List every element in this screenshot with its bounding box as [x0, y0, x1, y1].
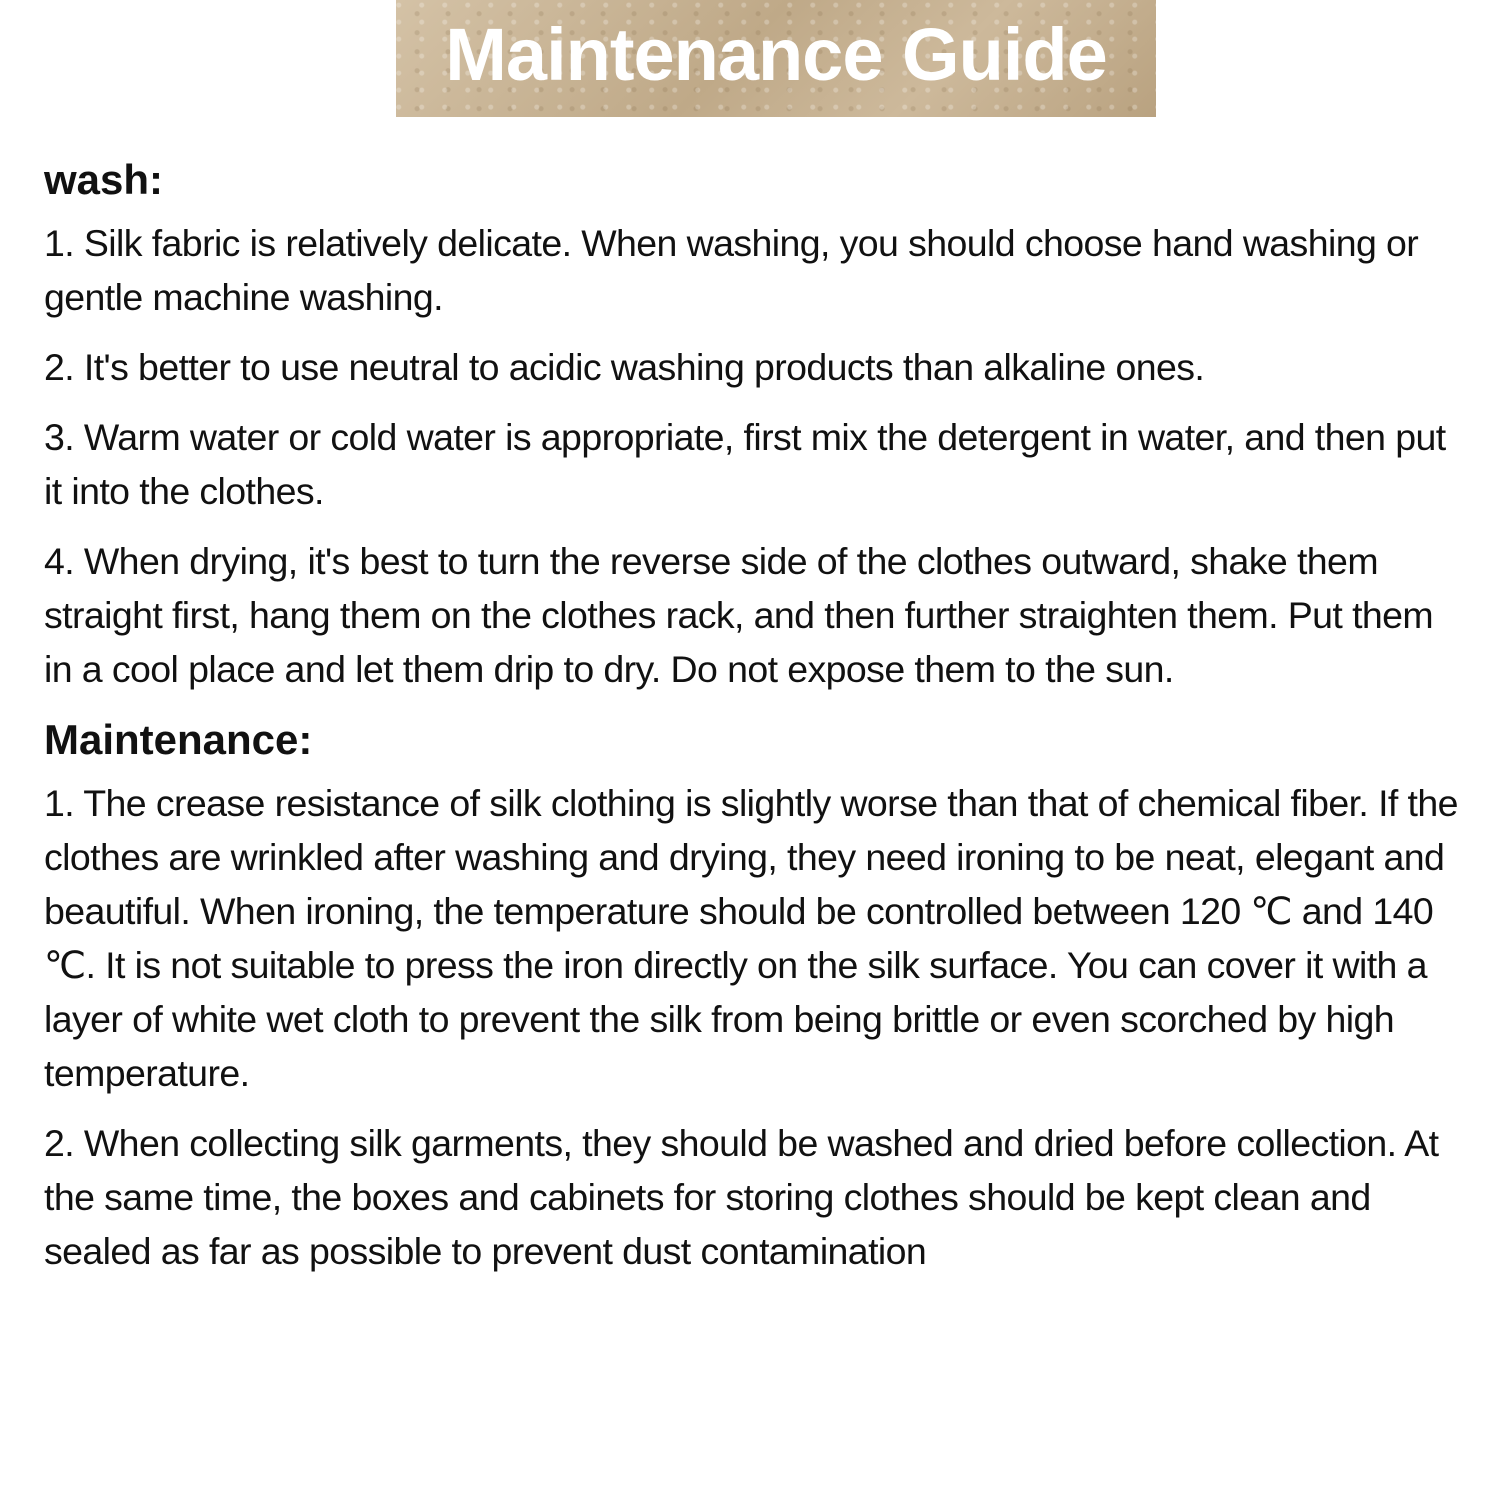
maintenance-heading: Maintenance:	[44, 716, 313, 763]
page-title: Maintenance Guide	[445, 12, 1107, 96]
maintenance-item-2: 2. When collecting silk garments, they should be washed and dried before collection. At the same time, the boxes and cabinets for storing clothes should be kept clean and sealed as far as possible to prevent dust contamination	[44, 1122, 1439, 1272]
wash-item-4: 4. When drying, it's best to turn the reverse side of the clothes outward, shake them straight first, hang them on the clothes rack, and then further straighten them. Put them in a cool place and let them drip to dry. Do not expose them to the sun.	[44, 540, 1434, 690]
guide-content	[44, 152, 1464, 1294]
maintenance-item-1: 1. The crease resistance of silk clothing is slightly worse than that of chemical fiber. If the clothes are wrinkled after washing and drying, they need ironing to be neat, elegant and beautiful. When ironing, the temperature should be controlled between 120 ℃ and 140 ℃. It is not suitable to press the iron directly on the silk surface. You can cover it with a layer of white wet cloth to prevent the silk from being brittle or even scorched by high temperature.	[44, 782, 1458, 1094]
title-banner	[396, 0, 1156, 117]
wash-item-3: 3. Warm water or cold water is appropriate, first mix the detergent in water, and then put it into the clothes.	[44, 416, 1446, 512]
wash-item-1: 1. Silk fabric is relatively delicate. When washing, you should choose hand washing or gentle machine washing.	[44, 222, 1419, 318]
wash-heading: wash:	[44, 156, 164, 203]
wash-item-2: 2. It's better to use neutral to acidic washing products than alkaline ones.	[44, 346, 1205, 388]
